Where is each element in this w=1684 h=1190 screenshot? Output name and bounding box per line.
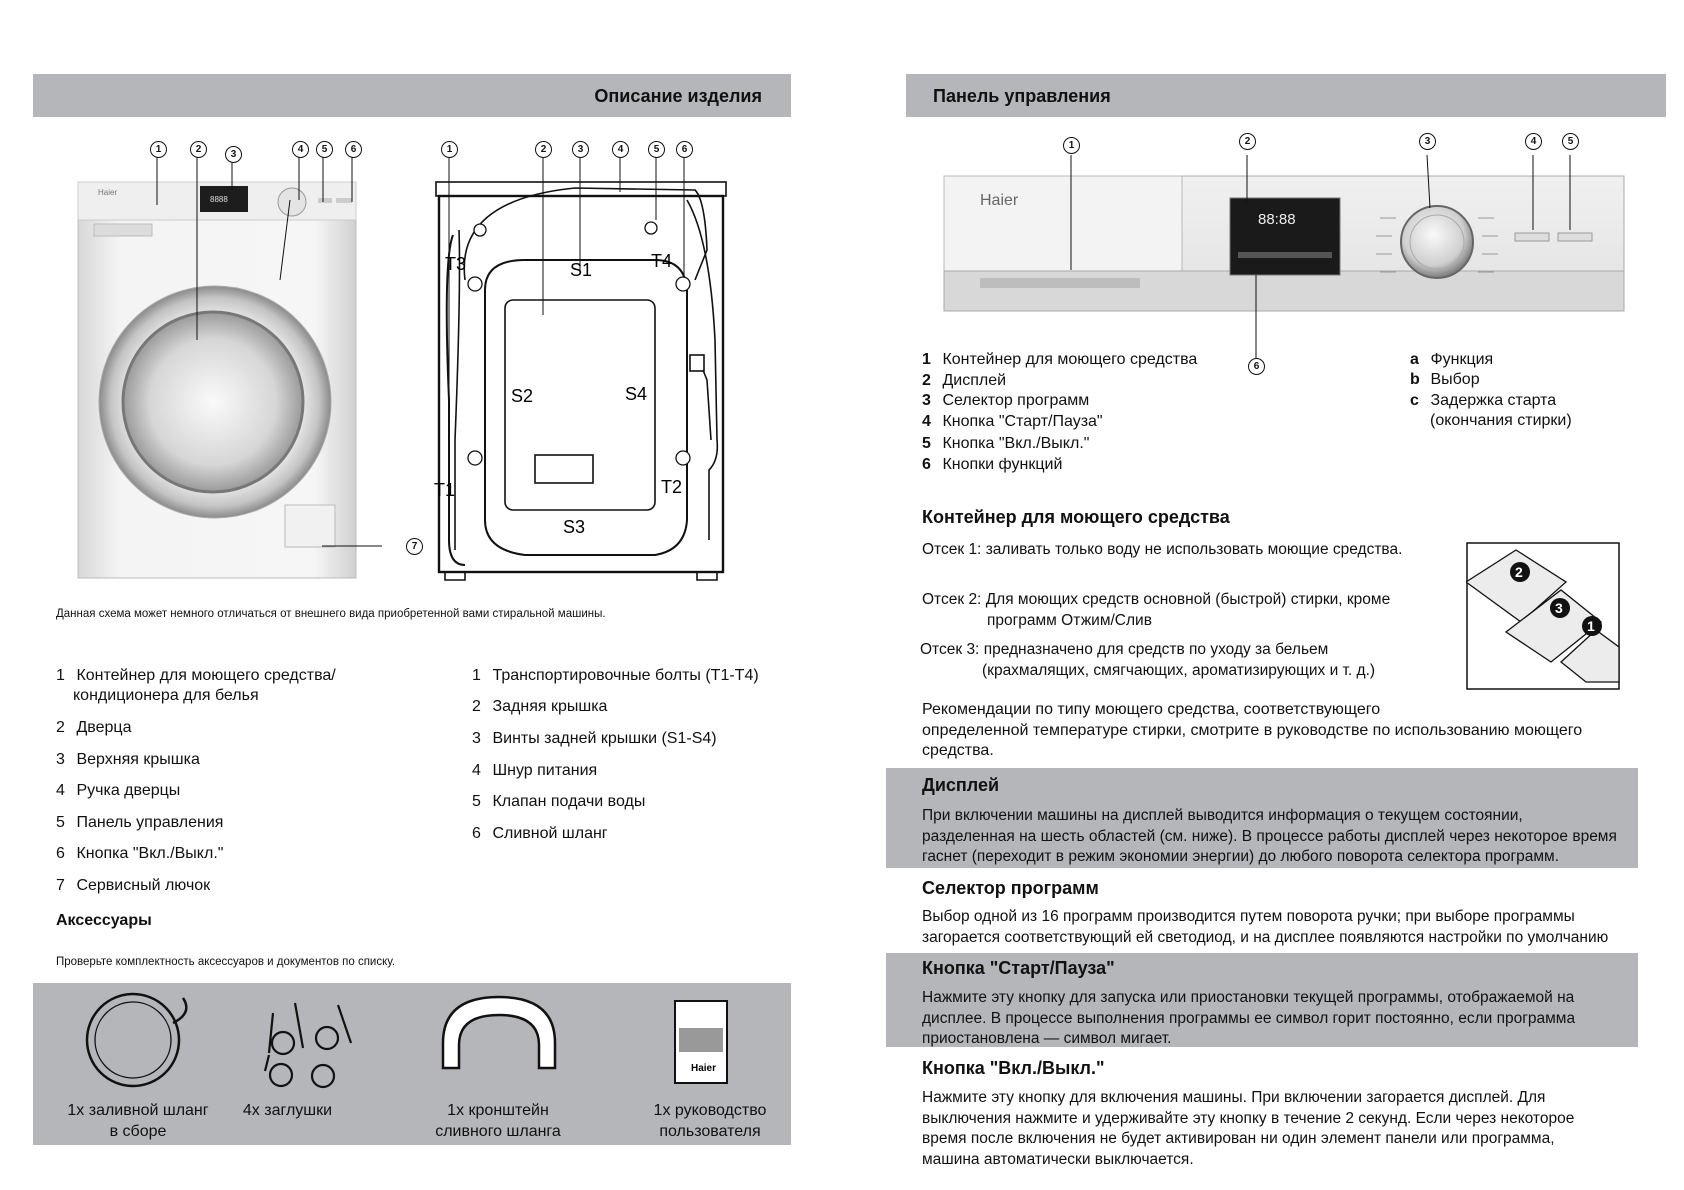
list-item: c Задержка старта: [1410, 392, 1557, 409]
right-header-title: Панель управления: [933, 86, 1111, 106]
compartment-2: Отсек 2: Для моющих средств основной (быстрой) стирки, кроме программ Отжим/Слив: [922, 591, 1391, 629]
list-item: (окончания стирки): [1430, 412, 1572, 429]
compartment-3: Отсек 3: предназначено для средств по уходу за бельем (крахмалящих, смягчающих, ароматизирующих и т. д.): [920, 641, 1376, 679]
power-text: Нажмите эту кнопку для включения машины. При включении загорается дисплей. Для выключения нажмите и удерживайте эту кнопку в течение 2 секунд. Если через некоторое время после включения не будет активирован ни один элемент панели или программа, машина автоматически выключается.: [922, 1089, 1575, 1168]
list-item: 6 Кнопка "Вкл./Выкл.": [56, 845, 224, 862]
inlet-hose-icon: [87, 994, 179, 1086]
panel-callout-3: 3: [1419, 133, 1436, 150]
list-item: 3 Винты задней крышки (S1-S4): [472, 730, 717, 747]
svg-text:88:88: 88:88: [1258, 211, 1296, 228]
list-item: 2 Дверца: [56, 719, 132, 736]
list-item: 4 Кнопка "Старт/Пауза": [922, 413, 1103, 430]
list-item: 2 Задняя крышка: [472, 698, 608, 715]
compartment-1: Отсек 1: заливать только воду не использовать моющие средства.: [922, 541, 1403, 558]
panel-display: [1230, 198, 1340, 275]
panel-brand: Haier: [980, 192, 1019, 209]
svg-text:Haier: Haier: [691, 1063, 717, 1074]
label-T4: T4: [651, 251, 673, 271]
plugs-icon: [265, 1003, 351, 1087]
front-machine-illustration: [60, 140, 430, 585]
front-door-glass: [123, 312, 303, 492]
detergent-drawer-illustration: [1466, 542, 1620, 690]
panel-callout-6: 6: [1248, 358, 1265, 375]
accessories-title: Аксессуары: [56, 912, 152, 929]
list-item: 6 Кнопки функций: [922, 456, 1063, 473]
label-S3: S3: [563, 517, 586, 537]
accessory-manual: 1x руководство пользователя: [653, 1102, 767, 1140]
back-callout-2: 2: [535, 141, 552, 158]
accessory-plugs: 4x заглушки: [242, 1102, 333, 1119]
list-item: b Выбор: [1410, 371, 1480, 388]
front-callout-5: 5: [316, 141, 333, 158]
display-title: Дисплей: [922, 775, 1000, 795]
back-callout-5: 5: [648, 141, 665, 158]
label-S2: S2: [511, 386, 534, 406]
back-callout-6: 6: [676, 141, 693, 158]
list-item: 2 Дисплей: [922, 372, 1007, 389]
label-T2: T2: [661, 477, 683, 497]
accessories-note: Проверьте комплектность аксессуаров и документов по списку.: [56, 956, 396, 968]
svg-text:1: 1: [1587, 618, 1595, 634]
svg-text:8888: 8888: [210, 195, 228, 204]
panel-callout-2: 2: [1239, 133, 1256, 150]
user-manual-icon: [675, 1001, 727, 1083]
front-service-hatch: [285, 505, 335, 547]
label-T3: T3: [445, 254, 467, 274]
list-item: 4 Шнур питания: [472, 762, 598, 779]
drain-hose-bracket-icon: [443, 997, 555, 1068]
front-callout-6: 6: [345, 141, 362, 158]
front-callout-2: 2: [190, 141, 207, 158]
selector-title: Селектор программ: [922, 878, 1099, 898]
panel-callout-5: 5: [1562, 133, 1579, 150]
list-item: 6 Сливной шланг: [472, 825, 608, 842]
display-text: При включении машины на дисплей выводится информация о текущем состоянии, разделенная на шесть областей (см. ниже). В процессе работы дисплей через некоторое время гаснет (переходит в режим экономии энергии) до любого поворота селектора программ.: [922, 807, 1617, 865]
list-item: 5 Клапан подачи воды: [472, 793, 646, 810]
start-text: Нажмите эту кнопку для запуска или приостановки текущей программы, отображаемой на дисплее. В процессе выполнения программы ее символ горит постоянно, если программа приостановлена — символ мигает.: [922, 989, 1576, 1047]
back-machine-illustration: [425, 140, 745, 585]
svg-text:2: 2: [1515, 564, 1523, 580]
power-button-img: [1558, 233, 1592, 241]
detergent-recommendation: Рекомендации по типу моющего средства, соответствующего определенной температуре стирки, смотрите в руководстве по использованию моющего средства.: [922, 701, 1583, 759]
list-item: 1 Транспортировочные болты (T1-T4): [472, 667, 759, 684]
panel-callout-1: 1: [1063, 137, 1080, 154]
list-item: 1 Контейнер для моющего средства: [922, 351, 1198, 368]
detergent-title: Контейнер для моющего средства: [922, 507, 1230, 527]
accessory-inlet-hose: 1x заливной шланг в сборе: [67, 1102, 209, 1140]
back-callout-4: 4: [612, 141, 629, 158]
back-callout-1: 1: [441, 141, 458, 158]
label-S1: S1: [570, 260, 593, 280]
front-callout-4: 4: [292, 141, 309, 158]
panel-callout-4: 4: [1525, 133, 1542, 150]
back-callout-3: 3: [572, 141, 589, 158]
list-item: 1 Контейнер для моющего средства/: [56, 667, 336, 684]
selector-text: Выбор одной из 16 программ производится путем поворота ручки; при выборе программы загорается соответствующий ей светодиод, и на дисплее появляются настройки по умолчанию: [922, 908, 1609, 946]
accessories-illustrations: [33, 983, 791, 1093]
list-item: 4 Ручка дверцы: [56, 782, 181, 799]
left-header-title: Описание изделия: [594, 86, 762, 106]
front-knob: [278, 188, 306, 216]
front-callout-7: 7: [406, 538, 423, 555]
accessory-bracket: 1x кронштейн сливного шланга: [435, 1102, 561, 1140]
start-pause-button-img: [1515, 233, 1549, 241]
front-callout-1: 1: [150, 141, 167, 158]
list-item: a Функция: [1410, 351, 1494, 368]
start-title: Кнопка "Старт/Пауза": [922, 958, 1115, 978]
list-item: 5 Панель управления: [56, 814, 224, 831]
diagram-note: Данная схема может немного отличаться от внешнего вида приобретенной вами стиральной машины.: [56, 608, 606, 620]
list-item: 3 Верхняя крышка: [56, 751, 200, 768]
list-item: кондиционера для белья: [73, 687, 259, 704]
label-S4: S4: [625, 384, 648, 404]
list-item: 3 Селектор программ: [922, 392, 1090, 409]
front-callout-3: 3: [225, 146, 242, 163]
svg-text:3: 3: [1555, 600, 1563, 616]
power-title: Кнопка "Вкл./Выкл.": [922, 1058, 1105, 1078]
program-knob: [1401, 206, 1473, 278]
control-panel-illustration: [940, 140, 1630, 380]
front-brand: Haier: [98, 188, 118, 197]
list-item: 5 Кнопка "Вкл./Выкл.": [922, 435, 1090, 452]
label-T1: T1: [434, 480, 456, 500]
list-item: 7 Сервисный лючок: [56, 877, 211, 894]
